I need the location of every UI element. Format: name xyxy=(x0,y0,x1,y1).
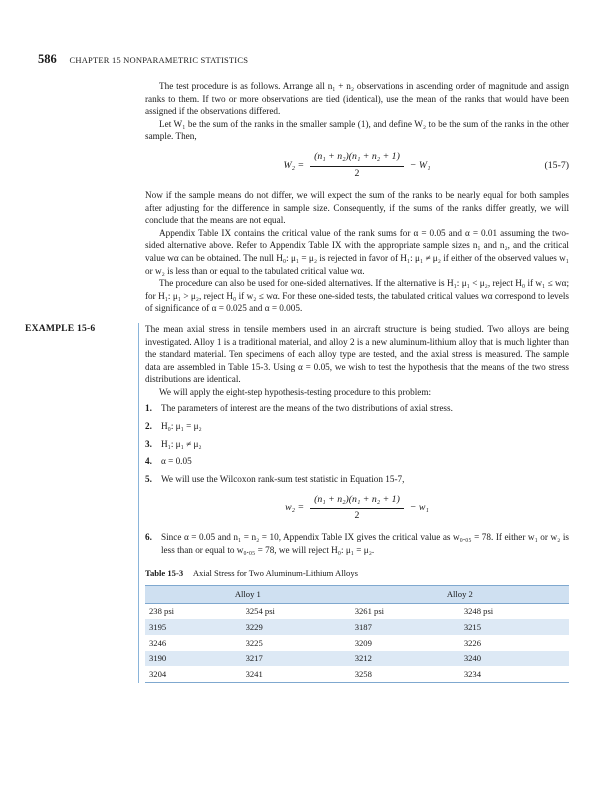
column-header-alloy-2: Alloy 2 xyxy=(351,586,569,604)
equation-15-7 xyxy=(145,149,569,183)
table-row xyxy=(145,635,569,651)
step-item: 4. α = 0.05 xyxy=(145,456,192,467)
table-cell: 3209 xyxy=(354,637,372,648)
example-label: EXAMPLE 15-6 xyxy=(25,322,96,334)
table-number: Table 15-3 xyxy=(145,567,184,578)
table-cell: 238 psi xyxy=(149,606,175,617)
table-row xyxy=(145,603,569,619)
table-cell: 3215 xyxy=(460,619,569,635)
table-cell: 3241 xyxy=(242,666,351,682)
equation-numerator: (n₁ + n₂)(n₁ + n₂ + 1) xyxy=(310,151,404,167)
chapter-title: CHAPTER 15 NONPARAMETRIC STATISTICS xyxy=(69,55,249,65)
paragraph-appendix-table: Appendix Table IX contains the critical value of the rank sums for α = 0.05 and α = 0.01 assuming the two-sided alternative above. Refer to Appendix Table IX with the appropriate sample sizes n₁ and n₂, and the critical value wα can be obtained. The null H₀: μ₁ = μ₂ is rejected in favor of H₁: μ₁ ≠ μ₂ if either of the observed values w₁ or w₂ is less than or equal to the tabulated critical value wα. xyxy=(145,227,569,276)
page-number: 586 xyxy=(38,52,57,66)
equation-denominator: 2 xyxy=(354,510,360,522)
table-caption xyxy=(145,567,569,580)
step-item: 3. H₁: μ₁ ≠ μ₂ xyxy=(145,438,202,449)
table-cell: 3261 psi xyxy=(354,606,385,617)
table-cell: 3229 xyxy=(242,619,351,635)
table-cell: 3225 xyxy=(245,637,263,648)
table-row xyxy=(145,666,569,682)
page-body xyxy=(25,80,569,683)
table-cell: 3195 xyxy=(145,619,242,635)
example-paragraph-1: The mean axial stress in tensile members used in an aircraft structure is being studied. Two alloys are being investigated. Alloy 1 is a traditional material, and alloy 2 is a new aluminum-lithium alloy that is much lighter than the standard material. Ten specimens of each alloy type are tested, and the axial stress is measured. The sample data are assembled in Table 15-3. Using α = 0.05, we wish to test the hypothesis that the means of the two stress distributions are identical. xyxy=(145,323,569,385)
equation-fraction xyxy=(310,151,404,180)
intro-paragraph-1: The test procedure is as follows. Arrange all n₁ + n₂ observations in ascending order of magnitude and assign ranks to them. If two or more observations are tied (identical), use the mean of the ranks that would have been assigned if the observations differed. xyxy=(145,81,569,117)
step-item: 1. The parameters of interest are the means of the two distributions of axial stress. xyxy=(145,403,453,414)
table-title: Axial Stress for Two Aluminum-Lithium Alloys xyxy=(192,567,358,578)
table-row xyxy=(145,619,569,635)
equation-lhs: W₂ = xyxy=(283,159,305,171)
equation-denominator: 2 xyxy=(354,167,360,179)
table-cell: 3254 psi xyxy=(245,606,275,617)
equation-w2 xyxy=(145,491,569,525)
step-item: 2. H₀: μ₁ = μ₂ xyxy=(145,421,202,432)
table-cell: 3190 xyxy=(145,651,242,667)
step-item: 6. Since α = 0.05 and n₁ = n₂ = 10, Appendix Table IX gives the critical value as w₀.₀₅ = 78. If either w₁ or w₂ is less than or equal to w₀.₀₅ = 78, we will reject H₀: μ₁ = μ₂. xyxy=(145,532,569,556)
page-header xyxy=(38,52,571,68)
example-paragraph-2: We will apply the eight-step hypothesis-testing procedure to this problem: xyxy=(159,386,432,397)
table-cell: 3217 xyxy=(242,651,351,667)
equation-rhs: − w₁ xyxy=(409,502,429,514)
procedure-steps xyxy=(145,402,569,485)
table-cell: 3187 xyxy=(351,619,460,635)
table-cell: 3246 xyxy=(149,637,167,648)
intro-paragraph-2: Let W₁ be the sum of the ranks in the smaller sample (1), and define W₂ to be the sum of the ranks in the other sample. Then, xyxy=(145,118,569,142)
step-item: 5. We will use the Wilcoxon rank-sum test statistic in Equation 15-7, xyxy=(145,473,405,484)
equation-lhs: w₂ = xyxy=(285,502,305,514)
table-cell: 3212 xyxy=(351,651,460,667)
column-header-alloy-1: Alloy 1 xyxy=(145,586,351,604)
equation-numerator: (n₁ + n₂)(n₁ + n₂ + 1) xyxy=(310,494,404,510)
table-cell: 3226 xyxy=(463,637,482,648)
table-row xyxy=(145,651,569,667)
table-cell: 3234 xyxy=(460,666,569,682)
table-cell: 3240 xyxy=(460,651,569,667)
equation-number: (15-7) xyxy=(544,159,569,171)
paragraph-rank-sums: Now if the sample means do not differ, we will expect the sum of the ranks to be nearly equal for both samples after adjusting for the difference in sample size. Consequently, if the sums of the ranks differ greatly, we will conclude that the means are not equal. xyxy=(145,189,569,226)
equation-rhs: − W₁ xyxy=(409,159,431,171)
example-block xyxy=(25,322,569,683)
table-cell: 3258 xyxy=(351,666,460,682)
equation-fraction xyxy=(310,494,404,523)
procedure-steps-continued xyxy=(145,531,569,556)
table-cell: 3204 xyxy=(145,666,242,682)
axial-stress-table xyxy=(145,585,569,683)
paragraph-one-sided: The procedure can also be used for one-sided alternatives. If the alternative is H₁: μ₁ < μ₂, reject H₀ if w₁ ≤ wα; for H₁: μ₁ > μ₂, reject H₀ if w₂ ≤ wα. For these one-sided tests, the tabulated critical values wα correspond to levels of significance of α = 0.025 and α = 0.005. xyxy=(145,278,569,314)
table-cell: 3248 psi xyxy=(463,606,494,617)
